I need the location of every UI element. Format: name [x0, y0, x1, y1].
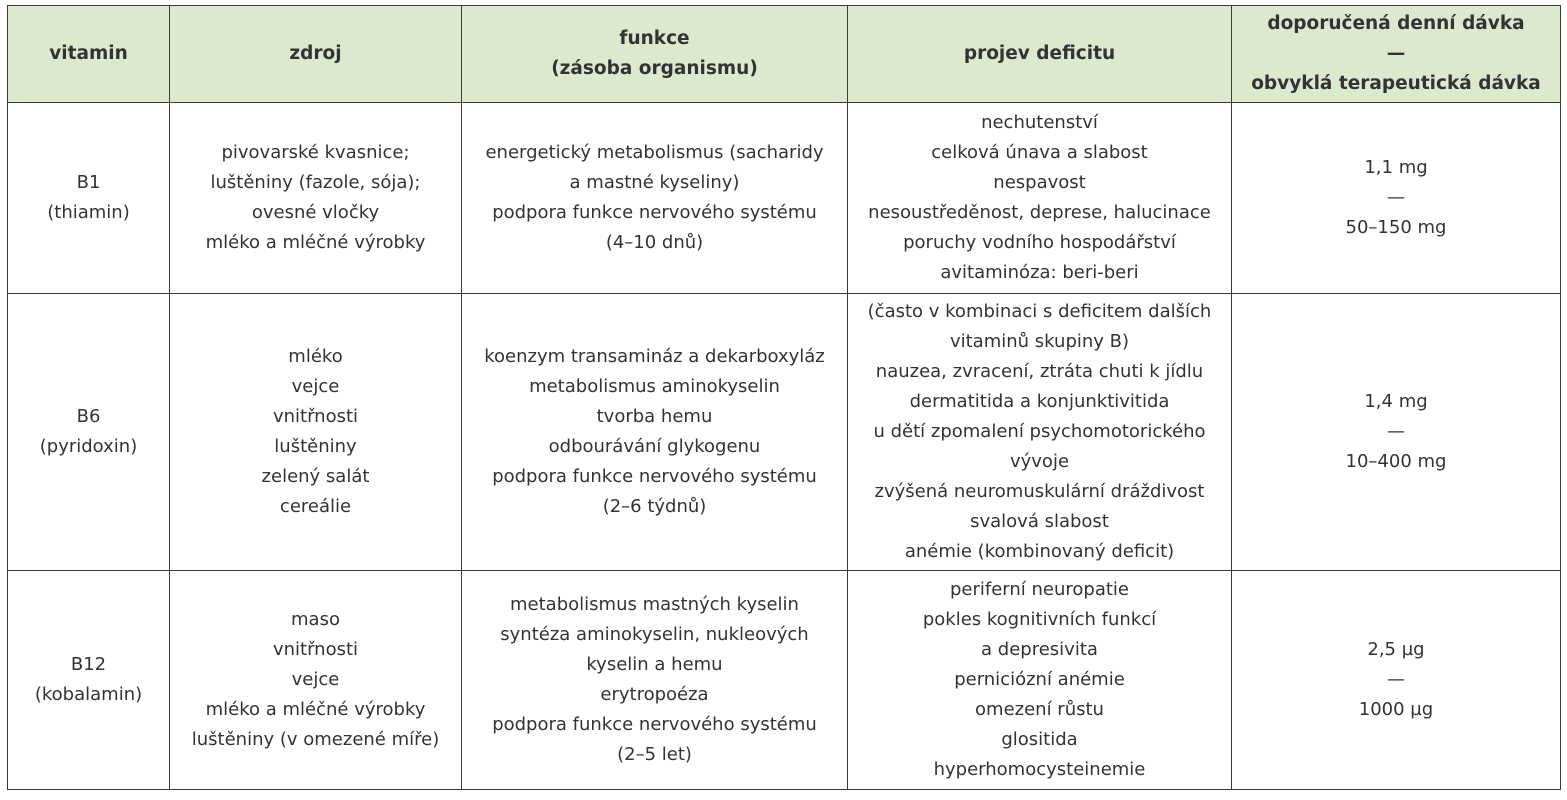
- cell-line: (4–10 dnů): [605, 232, 704, 253]
- cell-line: mléko a mléčné výrobky: [205, 699, 426, 720]
- cell-line: nesoustředěnost, deprese, halucinace: [868, 202, 1211, 223]
- cell-deficit: [848, 294, 1232, 571]
- header-row: [8, 6, 1561, 103]
- cell-line: (kobalamin): [34, 684, 143, 705]
- vitamin-table: [7, 5, 1561, 790]
- cell-deficit: [848, 571, 1232, 790]
- cell-line: B1: [76, 172, 101, 193]
- cell-line: svalová slabost: [970, 511, 1109, 532]
- cell-davka: [1232, 571, 1561, 790]
- cell-vitamin: [8, 103, 170, 294]
- cell-line: maso: [291, 609, 340, 630]
- cell-line: 10–400 mg: [1345, 451, 1447, 472]
- cell-line: avitaminóza: beri-beri: [940, 262, 1139, 283]
- header-line: projev deficitu: [963, 43, 1116, 64]
- cell-line: vnitřnosti: [272, 406, 359, 427]
- header-zdroj: [170, 6, 462, 103]
- cell-deficit: [848, 103, 1232, 294]
- cell-line: luštěniny: [274, 436, 357, 457]
- cell-line: (thiamin): [47, 202, 130, 223]
- cell-line: luštěniny (v omezené míře): [191, 729, 440, 750]
- table-row: [8, 571, 1561, 790]
- cell-line: podpora funkce nervového systému: [492, 202, 817, 223]
- header-line: vitamin: [49, 43, 128, 64]
- header-line: (zásoba organismu): [551, 58, 758, 79]
- cell-line: B12: [70, 654, 107, 675]
- cell-line: 1,1 mg: [1364, 157, 1428, 178]
- cell-line: mléko: [288, 346, 343, 367]
- cell-line: luštěniny (fazole, sója);: [210, 172, 421, 193]
- header-line: —: [1386, 43, 1406, 64]
- header-line: zdroj: [289, 43, 342, 64]
- cell-line: ovesné vločky: [251, 202, 380, 223]
- cell-line: nauzea, zvracení, ztráta chuti k jídlu: [875, 361, 1204, 382]
- cell-line: a depresivita: [981, 639, 1098, 660]
- cell-line: celková únava a slabost: [931, 142, 1148, 163]
- table-row: [8, 294, 1561, 571]
- cell-line: B6: [76, 406, 101, 427]
- cell-line: pivovarské kvasnice;: [221, 142, 410, 163]
- cell-line: kyselin a hemu: [586, 654, 723, 675]
- cell-line: pokles kognitivních funkcí: [922, 609, 1157, 630]
- header-deficit: [848, 6, 1232, 103]
- cell-line: metabolismus aminokyselin: [529, 376, 780, 397]
- cell-line: perniciózní anémie: [954, 669, 1125, 690]
- cell-line: 1000 µg: [1358, 699, 1434, 720]
- cell-line: cereálie: [279, 496, 352, 517]
- cell-line: —: [1387, 187, 1405, 208]
- cell-line: omezení růstu: [975, 699, 1104, 720]
- cell-line: (2–5 let): [617, 744, 692, 765]
- cell-line: podpora funkce nervového systému: [492, 466, 817, 487]
- cell-funkce: [462, 571, 848, 790]
- cell-zdroj: [170, 103, 462, 294]
- cell-zdroj: [170, 571, 462, 790]
- cell-line: erytropoéza: [600, 684, 709, 705]
- cell-line: anémie (kombinovaný deficit): [904, 541, 1175, 562]
- cell-vitamin: [8, 294, 170, 571]
- cell-line: koenzym transamináz a dekarboxyláz: [484, 346, 825, 367]
- cell-line: odbourávání glykogenu: [548, 436, 761, 457]
- cell-line: energetický metabolismus (sacharidy: [485, 142, 824, 163]
- header-davka: [1232, 6, 1561, 103]
- cell-line: hyperhomocysteinemie: [933, 759, 1146, 780]
- cell-line: zelený salát: [261, 466, 370, 487]
- table-header: [8, 6, 1561, 103]
- cell-zdroj: [170, 294, 462, 571]
- table-row: [8, 103, 1561, 294]
- header-vitamin: [8, 6, 170, 103]
- cell-line: u dětí zpomalení psychomotorického: [873, 421, 1206, 442]
- header-line: doporučená denní dávka: [1267, 13, 1525, 34]
- cell-line: poruchy vodního hospodářství: [903, 232, 1176, 253]
- cell-davka: [1232, 294, 1561, 571]
- cell-funkce: [462, 294, 848, 571]
- cell-line: (pyridoxin): [39, 436, 138, 457]
- cell-line: vejce: [291, 376, 340, 397]
- cell-line: nechutenství: [981, 112, 1098, 133]
- cell-vitamin: [8, 571, 170, 790]
- cell-line: 2,5 µg: [1367, 639, 1425, 660]
- cell-line: (často v kombinaci s deficitem dalších: [867, 301, 1212, 322]
- cell-line: a mastné kyseliny): [569, 172, 740, 193]
- cell-line: tvorba hemu: [596, 406, 713, 427]
- table-body: [8, 103, 1561, 790]
- cell-line: —: [1387, 421, 1405, 442]
- header-funkce: [462, 6, 848, 103]
- cell-line: podpora funkce nervového systému: [492, 714, 817, 735]
- cell-line: syntéza aminokyselin, nukleových: [500, 624, 809, 645]
- cell-line: vývoje: [1009, 451, 1070, 472]
- cell-line: nespavost: [993, 172, 1086, 193]
- cell-line: vnitřnosti: [272, 639, 359, 660]
- header-line: funkce: [619, 28, 690, 49]
- cell-line: dermatitida a konjunktivitida: [909, 391, 1170, 412]
- cell-davka: [1232, 103, 1561, 294]
- cell-line: glositida: [1001, 729, 1078, 750]
- header-line: obvyklá terapeutická dávka: [1251, 73, 1541, 94]
- cell-funkce: [462, 103, 848, 294]
- cell-line: periferní neuropatie: [949, 579, 1130, 600]
- cell-line: (2–6 týdnů): [602, 496, 707, 517]
- cell-line: zvýšená neuromuskulární dráždivost: [874, 481, 1205, 502]
- cell-line: vitaminů skupiny B): [949, 331, 1130, 352]
- cell-line: mléko a mléčné výrobky: [205, 232, 426, 253]
- cell-line: —: [1387, 669, 1405, 690]
- cell-line: metabolismus mastných kyselin: [510, 594, 799, 615]
- cell-line: 1,4 mg: [1364, 391, 1428, 412]
- cell-line: 50–150 mg: [1345, 217, 1447, 238]
- cell-line: vejce: [291, 669, 340, 690]
